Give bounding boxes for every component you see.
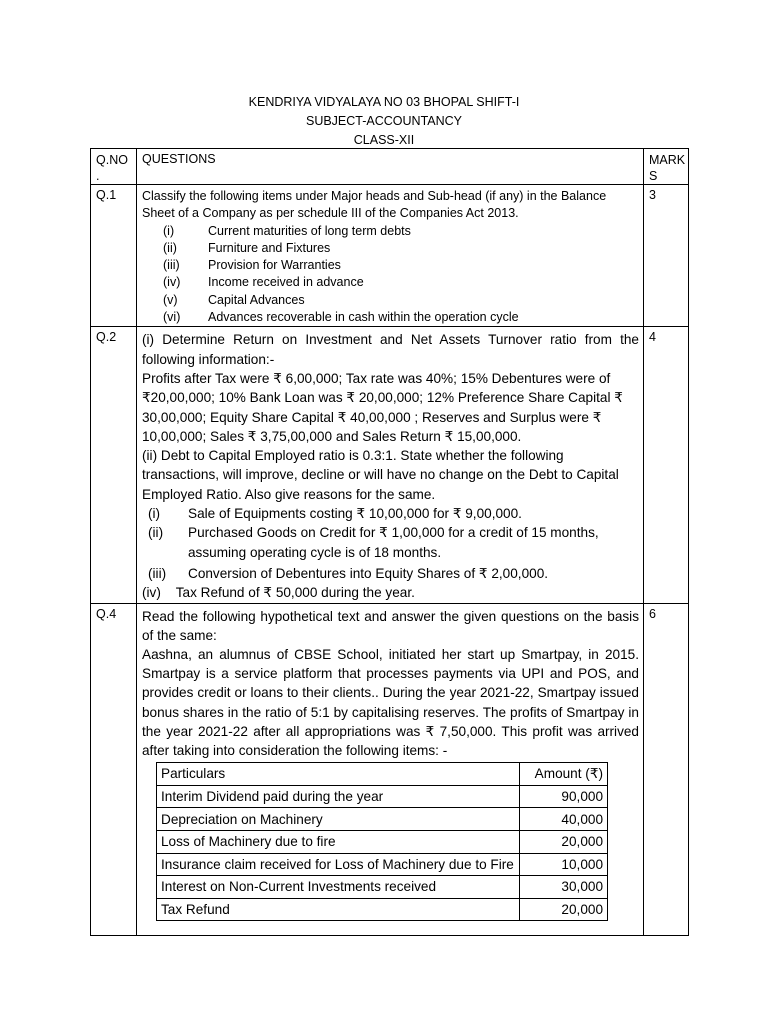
question-row-q2 bbox=[91, 327, 689, 603]
list-item: (i) Sale of Equipments costing ₹ 10,00,000 for ₹ 9,00,000. bbox=[148, 506, 522, 522]
question-number: Q.4 bbox=[96, 606, 117, 621]
table-row: Insurance claim received for Loss of Machinery due to Fire 10,000 bbox=[157, 853, 608, 876]
question-number: Q.1 bbox=[96, 188, 117, 202]
q2-part2-intro: (ii) Debt to Capital Employed ratio is 0.3:1. State whether the following transactions, will improve, decline or will have no change on the Debt to Capital Employed Ratio. Also give reasons for the same. bbox=[142, 448, 619, 502]
table-header-row bbox=[157, 763, 608, 786]
table-row: Interim Dividend paid during the year 90,000 bbox=[157, 785, 608, 808]
table-row: Interest on Non-Current Investments received 30,000 bbox=[157, 876, 608, 899]
particulars-table bbox=[156, 762, 608, 921]
particulars-header: Particulars bbox=[157, 763, 520, 786]
marks-value: 3 bbox=[649, 188, 656, 202]
list-item: (i) Current maturities of long term debts bbox=[163, 223, 411, 238]
question-table bbox=[90, 148, 689, 936]
q2-part1-data: Profits after Tax were ₹ 6,00,000; Tax rate was 40%; 15% Debentures were of ₹20,00,000; 10% Bank Loan was ₹ 20,00,000; 12% Preference Share Capital ₹ 30,00,000; Equity Share Capital ₹ 40,00,000 ; Reserves and Surplus were ₹ 10,00,000; Sales ₹ 3,75,00,000 and Sales Return ₹ 15,00,000. bbox=[142, 370, 623, 444]
q4-intro: Read the following hypothetical text and answer the given questions on the basis of the same: bbox=[142, 608, 639, 643]
question-number: Q.2 bbox=[96, 330, 117, 345]
table-row: Depreciation on Machinery 40,000 bbox=[157, 808, 608, 831]
marks-header: MARK S bbox=[649, 153, 686, 183]
qno-header: Q.NO . bbox=[96, 153, 128, 183]
question-row-q4 bbox=[91, 603, 689, 935]
list-item: (iv) Income received in advance bbox=[163, 275, 364, 290]
list-item: (ii) Purchased Goods on Credit for ₹ 1,00,000 for a credit of 15 months, assuming operating cycle is of 18 months. bbox=[148, 525, 599, 560]
list-item: (iii) Provision for Warranties bbox=[163, 258, 341, 273]
q1-intro: Classify the following items under Major heads and Sub-head (if any) in the Balance Sheet of a Company as per schedule III of the Companies Act 2013. bbox=[142, 189, 607, 221]
table-row: Tax Refund 20,000 bbox=[157, 898, 608, 921]
class-title: CLASS-XII bbox=[353, 133, 415, 147]
list-item: (v) Capital Advances bbox=[163, 292, 305, 307]
question-row-q1 bbox=[91, 185, 689, 327]
list-item: (iv) Tax Refund of ₹ 50,000 during the year. bbox=[142, 585, 415, 601]
marks-value: 4 bbox=[649, 330, 656, 345]
list-item: (vi) Advances recoverable in cash within the operation cycle bbox=[163, 310, 519, 325]
marks-value: 6 bbox=[649, 606, 656, 621]
list-item: (ii) Furniture and Fixtures bbox=[163, 240, 331, 255]
list-item: (iii) Conversion of Debentures into Equity Shares of ₹ 2,00,000. bbox=[148, 565, 549, 581]
q4-body: Aashna, an alumnus of CBSE School, initiated her start up Smartpay, in 2015. Smartpay is a service platform that processes payments via UPI and POS, and provides credit or loans to their clients.. During the year 2021-22, Smartpay issued bonus shares in the ratio of 5:1 by capitalising reserves. The profits of Smartpay in the year 2021-22 after all appropriations was ₹ 7,50,000. This profit was arrived after taking into consideration the following items: - bbox=[142, 646, 639, 758]
table-header-row bbox=[91, 149, 689, 185]
questions-header: QUESTIONS bbox=[142, 152, 216, 166]
q2-part1-intro: (i) Determine Return on Investment and Net Assets Turnover ratio from the following information:- bbox=[142, 332, 639, 367]
school-name: KENDRIYA VIDYALAYA NO 03 BHOPAL SHIFT-I bbox=[248, 95, 520, 109]
table-row: Loss of Machinery due to fire 20,000 bbox=[157, 830, 608, 853]
amount-header: Amount (₹) bbox=[520, 763, 608, 786]
subject-title: SUBJECT-ACCOUNTANCY bbox=[305, 114, 463, 128]
